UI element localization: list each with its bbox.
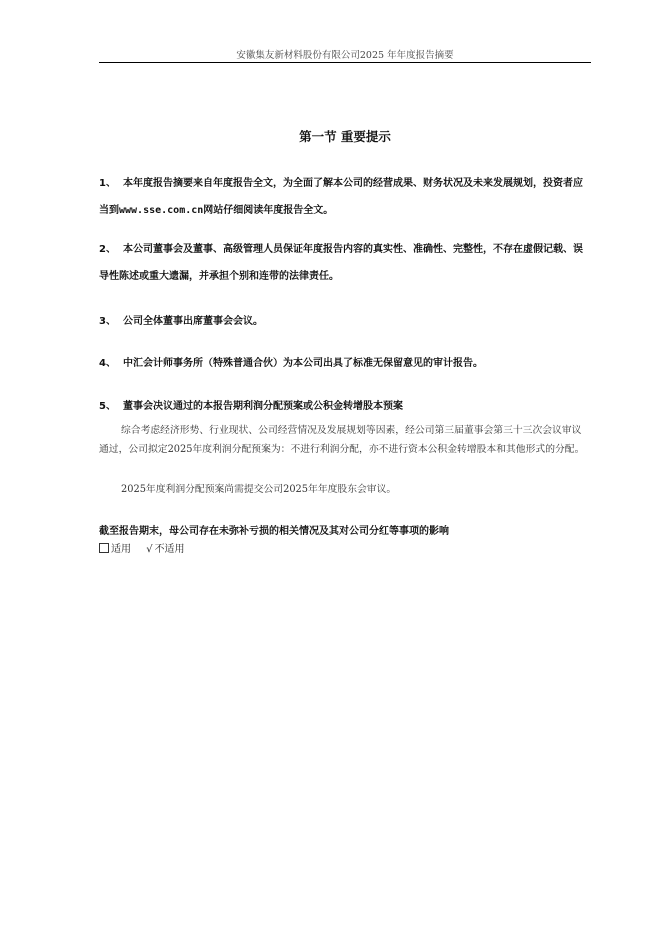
item-number: 1、 (99, 178, 116, 189)
profit-distribution-paragraph: 综合考虑经济形势、行业现状、公司经营情况及发展规划等因素，经公司第三届董事会第三十三次会议审议通过，公司拟定2025年度利润分配预案为：不进行利润分配，亦不进行资本公积金转增股本和其他形式的分配。 (99, 425, 585, 455)
website-url: www.sse.com.cn (119, 205, 204, 216)
option-applicable[interactable] (99, 544, 131, 555)
uncovered-loss-title: 截至报告期末，母公司存在未弥补亏损的相关情况及其对公司分红等事项的影响 (99, 526, 449, 537)
applicability-options (99, 540, 591, 555)
item-text: 董事会决议通过的本报告期利润分配预案或公积金转增股本预案 (123, 401, 403, 412)
item-number: 2、 (99, 244, 116, 255)
item-1 (99, 170, 591, 224)
checkmark-icon: √ (146, 544, 153, 555)
option-not-applicable-label: 不适用 (154, 544, 185, 555)
item-number: 3、 (99, 316, 116, 327)
shareholder-meeting-paragraph: 2025年度利润分配预案尚需提交公司2025年年度股东会审议。 (121, 484, 397, 495)
item-text: 本公司董事会及董事、高级管理人员保证年度报告内容的真实性、准确性、完整性，不存在虚假记载、误导性陈述或重大遗漏，并承担个别和连带的法律责任。 (99, 244, 583, 282)
option-applicable-label: 适用 (111, 544, 131, 555)
item-text: 中汇会计师事务所（特殊普通合伙）为本公司出具了标准无保留意见的审计报告。 (123, 358, 483, 369)
page-header: 安徽集友新材料股份有限公司2025 年年度报告摘要 (236, 50, 454, 61)
item-number: 5、 (99, 401, 116, 412)
header-divider (99, 62, 591, 63)
checkbox-empty-icon (99, 543, 109, 553)
section-title: 第一节 重要提示 (299, 129, 391, 144)
item-3 (99, 308, 591, 335)
item-2 (99, 236, 591, 290)
item-text: 公司全体董事出席董事会会议。 (123, 316, 263, 327)
item-text-cont: 网站仔细阅读年度报告全文。 (203, 205, 334, 216)
item-text: 本年度报告摘要来自年度报告全文，为全面了解本公司的经营成果、财务状况及未来发展规划，投资者应当到 (99, 178, 583, 216)
option-not-applicable[interactable] (146, 544, 184, 555)
item-4 (99, 350, 591, 377)
item-number: 4、 (99, 358, 116, 369)
item-5 (99, 393, 591, 420)
